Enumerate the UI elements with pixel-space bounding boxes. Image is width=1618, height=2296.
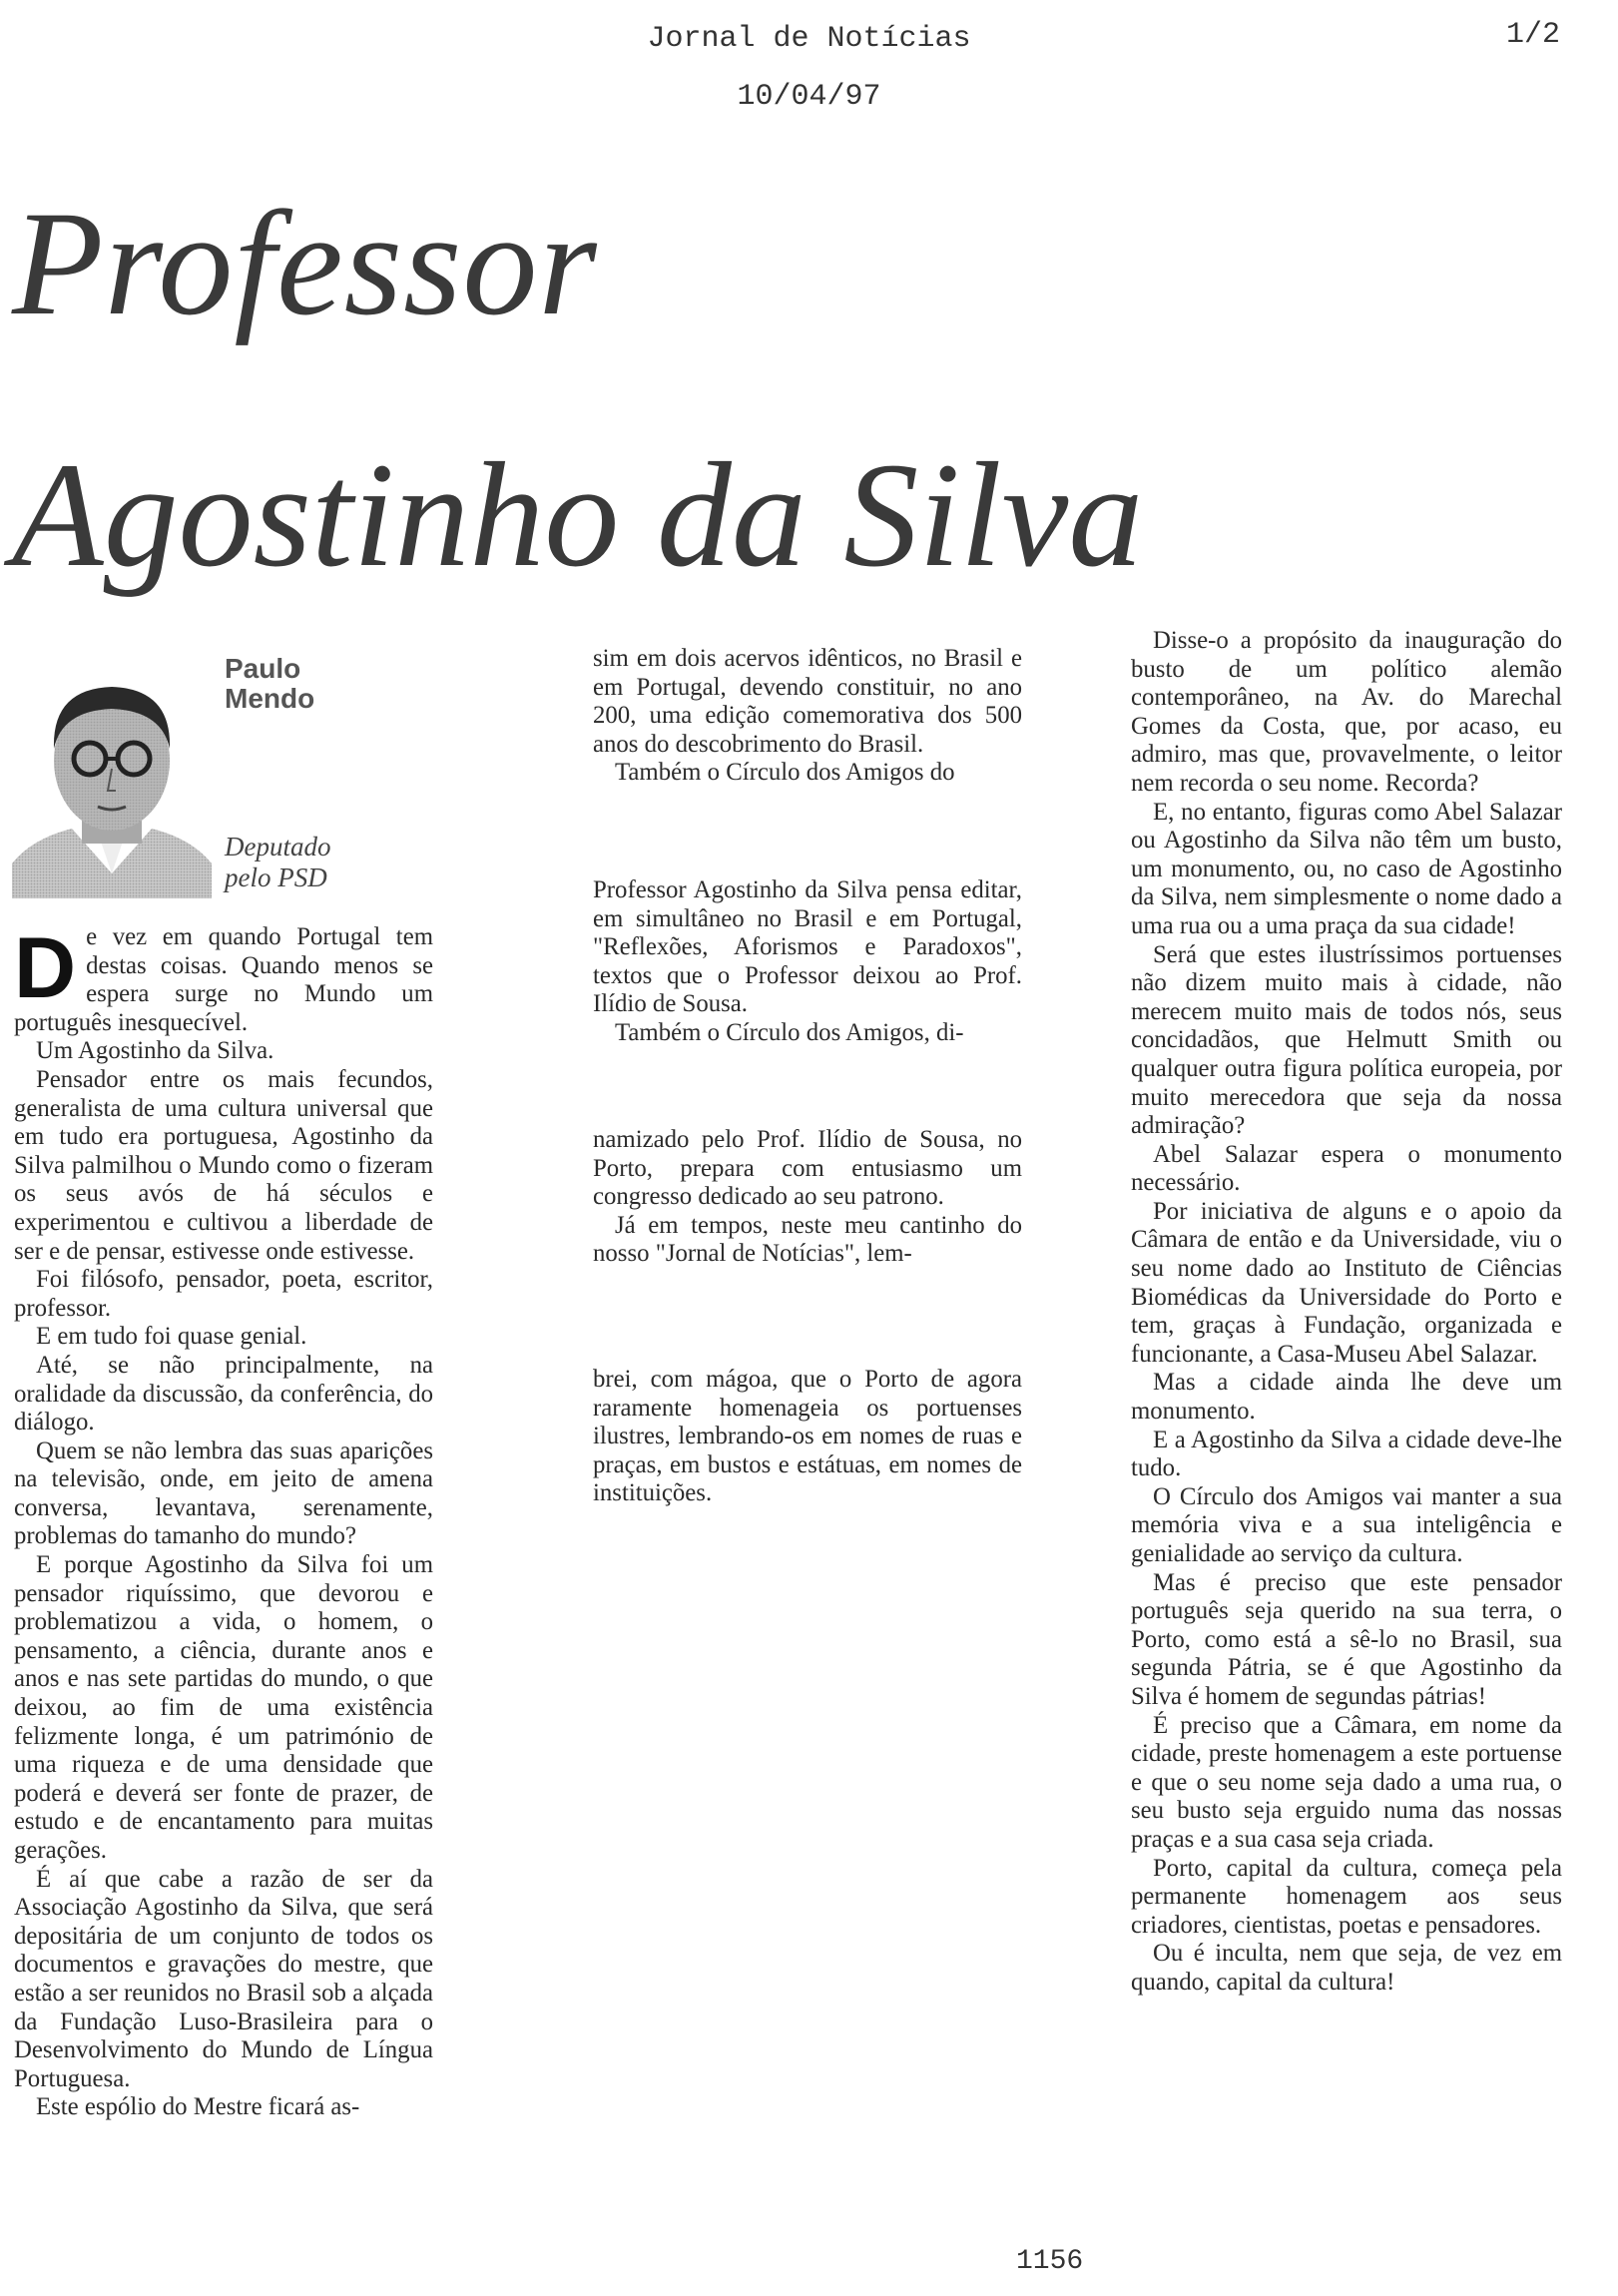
paragraph: Ou é inculta, nem que seja, de vez em quando, capital da cultura! [1131, 1940, 1562, 1996]
drop-cap: D [14, 920, 77, 1016]
paragraph: Foi filósofo, pensador, poeta, escritor, professor. [14, 1266, 433, 1322]
paragraph: Também o Círculo dos Amigos, di- [615, 1018, 964, 1046]
article-column-2-block-1 [593, 645, 1022, 788]
author-role-line-2: pelo PSD [225, 862, 327, 892]
paragraph: É preciso que a Câmara, em nome da cidade, preste homenagem a este portuense e que o seu nome seja dado a uma rua, o seu busto seja erguido numa das nossas praças e a sua casa seja criada. [1131, 1711, 1562, 1853]
paragraph: E a Agostinho da Silva a cidade deve-lhe tudo. [1131, 1426, 1562, 1482]
paragraph: Abel Salazar espera o monumento necessário. [1131, 1140, 1562, 1197]
paragraph: Por iniciativa de alguns e o apoio da Câmara de então e da Universidade, viu o seu nome dado ao Instituto de Ciências Biomédicas da Universidade do Porto e tem, graças à Fundação, organizada e funcionante, a Casa-Museu Abel Salazar. [1131, 1197, 1562, 1368]
paragraph: Porto, capital da cultura, começa pela permanente homenagem aos seus criadores, cientistas, poetas e pensadores. [1131, 1854, 1562, 1939]
author-portrait-photo [12, 649, 212, 898]
paragraph: sim em dois acervos idênticos, no Brasil e em Portugal, devendo constituir, no ano 200, uma edição comemorativa dos 500 anos do descobrimento do Brasil. [593, 645, 1022, 758]
paragraph: Disse-o a propósito da inauguração do busto de um político alemão contemporâneo, na Av. do Marechal Gomes da Costa, que, por acaso, eu admiro, mas que, provavelmente, o leitor nem recorda o seu nome. Recorda? [1131, 627, 1562, 797]
author-last-name: Mendo [225, 683, 315, 714]
paragraph: O Círculo dos Amigos vai manter a sua memória viva e a sua inteligência e genialidade ao serviço da cultura. [1131, 1482, 1562, 1567]
article-column-1 [14, 920, 433, 2122]
article-column-3 [1131, 627, 1562, 1998]
author-name [225, 654, 314, 714]
archive-number: 1156 [1016, 2246, 1084, 2277]
paragraph: Será que estes ilustríssimos portuenses não dizem muito mais à cidade, não merecem muito mais de todos nós, seus concidadãos, que Helmutt Smith ou qualquer outra figura política europeia, por muito merecedora que seja da nossa admiração? [1131, 940, 1562, 1140]
paragraph: Professor Agostinho da Silva pensa editar, em simultâneo no Brasil e em Portugal, "Reflexões, Aforismos e Paradoxos", textos que o Professor deixou ao Prof. Ilídio de Sousa. [593, 876, 1022, 1018]
article-column-2-block-3 [593, 1126, 1022, 1269]
author-role-line-1: Deputado [225, 832, 331, 861]
author-first-name: Paulo [225, 653, 301, 684]
publication-date: 10/04/97 [737, 80, 881, 114]
paragraph: Até, se não principalmente, na oralidade da discussão, da conferência, do diálogo. [14, 1351, 433, 1436]
paragraph: Um Agostinho da Silva. [36, 1037, 274, 1065]
paragraph: Quem se não lembra das suas aparições na televisão, onde, em jeito de amena conversa, levantava, serenamente, problemas do tamanho do mundo? [14, 1436, 433, 1550]
paragraph: E, no entanto, figuras como Abel Salazar ou Agostinho da Silva não têm um busto, um monumento, ou, no caso de Agostinho da Silva, nem simplesmente o nome dado a uma rua ou a uma praça da sua cidade! [1131, 798, 1562, 939]
paragraph: E porque Agostinho da Silva foi um pensador riquíssimo, que devorou e problematizou a vida, o homem, o pensamento, a ciência, durante anos e anos e nas sete partidas do mundo, o que deixou, ao fim de uma existência felizmente longa, é um património de uma riqueza e de uma densidade que poderá e deverá ser fonte de prazer, de estudo e de encantamento para muitas gerações. [14, 1551, 433, 1864]
headline-line-2: Agostinho da Silva [12, 432, 1144, 598]
paragraph: É aí que cabe a razão de ser da Associação Agostinho da Silva, que será depositária de um conjunto de todos os documentos e gravações do mestre, que estão a ser reunidos no Brasil sob a alçada da Fundação Luso-Brasileira para o Desenvolvimento do Mundo de Língua Portuguesa. [14, 1865, 433, 2092]
paragraph: Mas a cidade ainda lhe deve um monumento. [1131, 1369, 1562, 1426]
page-indicator: 1/2 [1505, 18, 1560, 52]
headline-line-1: Professor [12, 181, 598, 346]
author-role [225, 832, 330, 893]
paragraph: Este espólio do Mestre ficará as- [36, 2093, 360, 2121]
paragraph: namizado pelo Prof. Ilídio de Sousa, no Porto, prepara com entusiasmo um congresso dedicado ao seu patrono. [593, 1126, 1022, 1211]
paragraph: e vez em quando Portugal tem destas coisas. Quando menos se espera surge no Mundo um português inesquecível. [14, 923, 433, 1036]
paragraph: Mas é preciso que este pensador português seja querido na sua terra, o Porto, como está a sê-lo no Brasil, sua segunda Pátria, se é que Agostinho da Silva é homem de segundas pátrias! [1131, 1568, 1562, 1710]
article-column-2-block-4 [593, 1366, 1022, 1508]
paragraph: Pensador entre os mais fecundos, generalista de uma cultura universal que em tudo era portuguesa, Agostinho da Silva palmilhou o Mundo como o fizeram os seus avós de há séculos e experimentou e cultivou a liberdade de ser e de pensar, estivesse onde estivesse. [14, 1065, 433, 1265]
paragraph: E em tudo foi quase genial. [36, 1323, 307, 1351]
paragraph: brei, com mágoa, que o Porto de agora raramente homenageia os portuenses ilustres, lembrando-os em nomes de ruas e praças, em bustos e estátuas, em nomes de instituições. [593, 1366, 1022, 1507]
article-column-2-block-2 [593, 876, 1022, 1048]
paragraph: Já em tempos, neste meu cantinho do nosso "Jornal de Notícias", lem- [593, 1211, 1022, 1268]
newspaper-name: Jornal de Notícias [647, 22, 971, 56]
paragraph: Também o Círculo dos Amigos do [615, 759, 955, 787]
